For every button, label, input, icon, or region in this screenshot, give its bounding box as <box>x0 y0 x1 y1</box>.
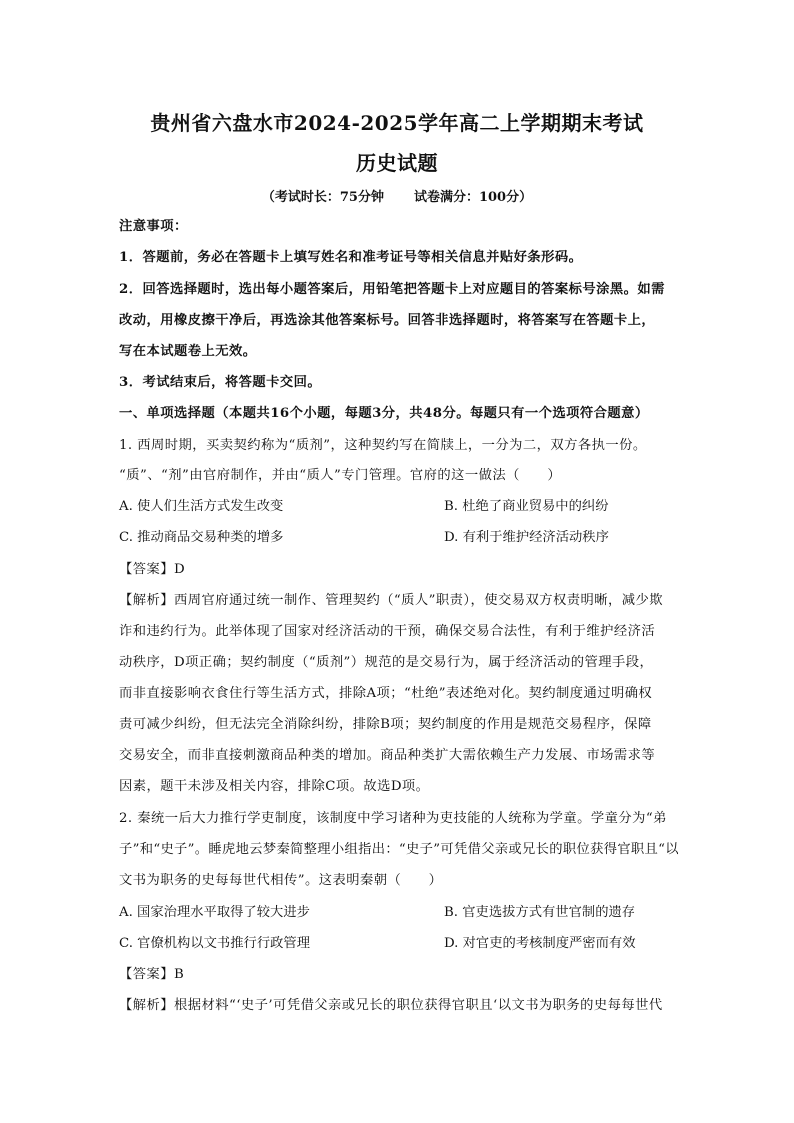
question-2-option-a: A. 国家治理水平取得了较大进步 <box>119 905 310 920</box>
question-2-option-b: B. 官吏选拔方式有世官制的遗存 <box>444 905 636 920</box>
question-1-stem-line-2: “质”、“剂”由官府制作，并由“质人”专门管理。官府的这一做法（ ） <box>119 468 562 483</box>
exam-subject-title: 历史试题 <box>356 151 438 175</box>
question-1-analysis-line-4: 而非直接影响衣食住行等生活方式，排除A项；“杜绝”表述绝对化。契约制度通过明确权 <box>119 686 653 701</box>
question-2-answer: 【答案】B <box>119 967 185 982</box>
question-1-analysis-line-2: 诈和违约行为。此举体现了国家对经济活动的干预，确保交易合法性，有利于维护经济活 <box>119 624 656 639</box>
question-1-analysis-line-3: 动秩序，D项正确；契约制度（“质剂”）规范的是交易行为，属于经济活动的管理手段， <box>119 655 654 670</box>
note-2-line-2: 改动，用橡皮擦干净后，再选涂其他答案标号。回答非选择题时，将答案写在答题卡上， <box>119 313 656 328</box>
question-1-option-d: D. 有利于维护经济活动秩序 <box>444 530 609 545</box>
question-1-analysis-line-5: 责可减少纠纷，但无法完全消除纠纷，排除B项；契约制度的作用是规范交易程序，保障 <box>119 717 652 732</box>
notes-heading: 注意事项： <box>119 219 188 234</box>
exam-full-score: 试卷满分：100分） <box>413 190 533 205</box>
question-2-option-c: C. 官僚机构以文书推行行政管理 <box>119 936 311 951</box>
exam-title: 贵州省六盘水市2024-2025学年高二上学期期末考试 <box>150 111 644 135</box>
question-2-analysis-line-1: 【解析】根据材料“‘史子’可凭借父亲或兄长的职位获得官职且‘以文书为职务的史每每世代 <box>119 998 663 1013</box>
note-2-line-3: 写在本试题卷上无效。 <box>119 344 257 359</box>
question-1-analysis-line-1: 【解析】西周官府通过统一制作、管理契约（“质人”职责），使交易双方权责明晰，减少欺 <box>119 593 663 608</box>
section-heading: 一、单项选择题（本题共16个小题，每题3分，共48分。每题只有一个选项符合题意） <box>119 406 649 421</box>
question-1-option-a: A. 使人们生活方式发生改变 <box>119 499 284 514</box>
exam-meta <box>0 186 794 205</box>
question-1-stem-line-1: 1. 西周时期，买卖契约称为“质剂”，这种契约写在简牍上，一分为二，双方各执一份。 <box>119 438 647 453</box>
question-2-stem-line-1: 2. 秦统一后大力推行学吏制度，该制度中学习诸种为吏技能的人统称为学童。学童分为“弟 <box>119 811 667 826</box>
question-2-option-d: D. 对官吏的考核制度严密而有效 <box>444 936 636 951</box>
question-1-option-b: B. 杜绝了商业贸易中的纠纷 <box>444 499 609 514</box>
note-2-line-1: 2．回答选择题时，选出每小题答案后，用铅笔把答题卡上对应题目的答案标号涂黑。如需 <box>119 282 665 297</box>
question-1-answer: 【答案】D <box>119 562 186 577</box>
exam-duration: （考试时长：75分钟 <box>261 190 384 205</box>
question-1-option-c: C. 推动商品交易种类的增多 <box>119 530 284 545</box>
question-2-stem-line-3: 文书为职务的史每每世代相传”。这表明秦朝（ ） <box>119 873 443 888</box>
note-1: 1．答题前，务必在答题卡上填写姓名和准考证号等相关信息并贴好条形码。 <box>119 250 583 265</box>
question-2-stem-line-2: 子”和“史子”。睡虎地云梦秦简整理小组指出：“史子”可凭借父亲或兄长的职位获得官职且“以 <box>119 842 679 857</box>
question-1-analysis-line-7: 因素，题干未涉及相关内容，排除C项。故选D项。 <box>119 779 430 794</box>
note-3: 3．考试结束后，将答题卡交回。 <box>119 375 322 390</box>
question-1-analysis-line-6: 交易安全，而非直接刺激商品种类的增加。商品种类扩大需依赖生产力发展、市场需求等 <box>119 748 656 763</box>
